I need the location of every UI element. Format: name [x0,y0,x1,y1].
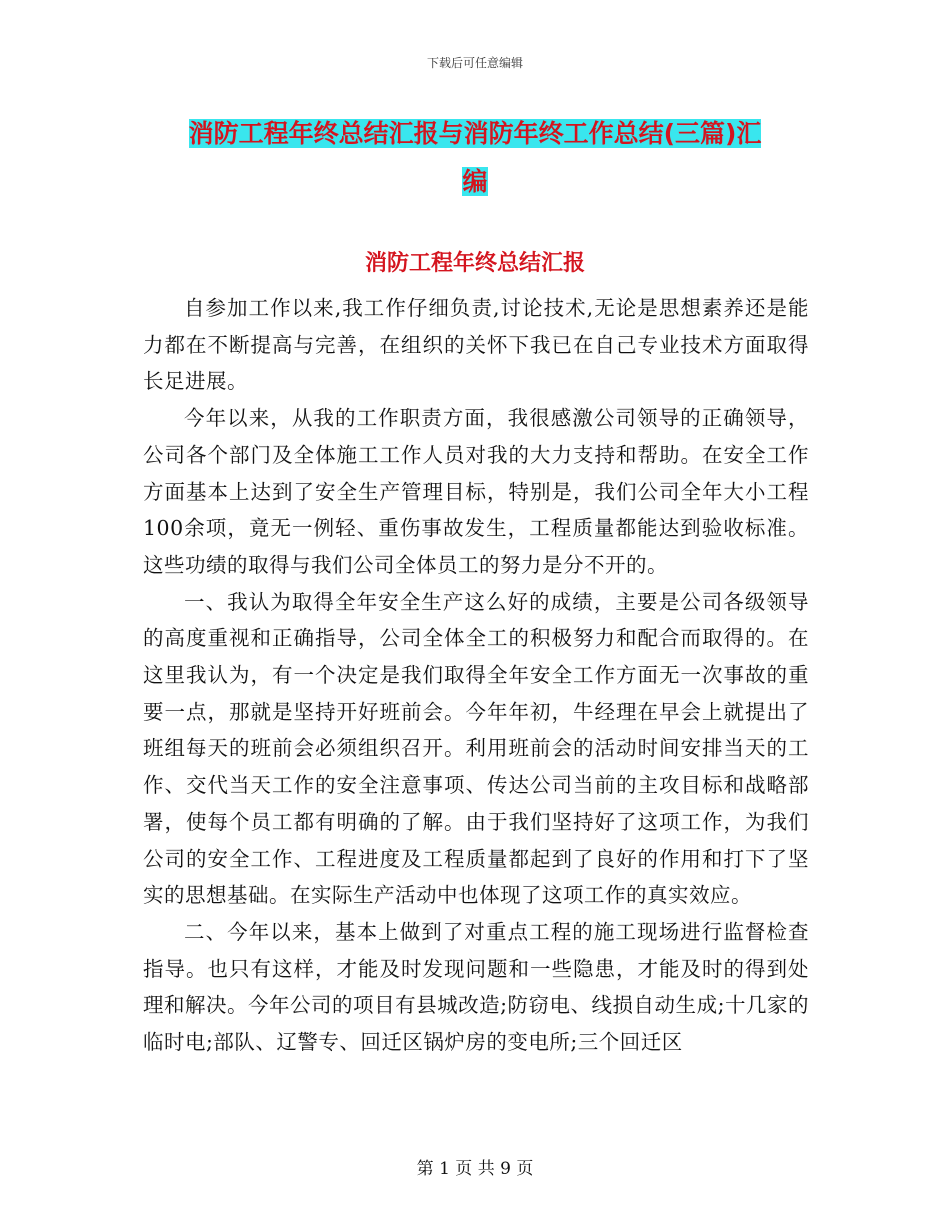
document-title-line-1: 消防工程年终总结汇报与消防年终工作总结(三篇)汇 [188,119,762,148]
paragraph: 自参加工作以来,我工作仔细负责,讨论技术,无论是思想素养还是能力都在不断提高与完善，在组织的关怀下我已在自己专业技术方面取得长足进展。 [143,296,809,394]
document-title [150,110,800,206]
paragraph: 一、我认为取得全年安全生产这么好的成绩，主要是公司各级领导的高度重视和正确指导，公司全体全工的积极努力和配合而取得的。在这里我认为，有一个决定是我们取得全年安全工作方面无一次事故的重要一点，那就是坚持开好班前会。今年年初，牛经理在早会上就提出了班组每天的班前会必须组织召开。利用班前会的活动时间安排当天的工作、交代当天工作的安全注意事项、传达公司当前的主攻目标和战略部署，使每个员工都有明确的了解。由于我们坚持好了这项工作，为我们公司的安全工作、工程进度及工程质量都起到了良好的作用和打下了坚实的思想基础。在实际生产活动中也体现了这项工作的真实效应。 [143,589,809,908]
header-note: 下载后可任意编辑 [426,56,523,70]
section-title: 消防工程年终总结汇报 [364,251,585,276]
body-text [143,290,809,1061]
paragraph: 今年以来，从我的工作职责方面，我很感激公司领导的正确领导，公司各个部门及全体施工工作人员对我的大力支持和帮助。在安全工作方面基本上达到了安全生产管理目标，特别是，我们公司全年大小工程100余项，竟无一例轻、重伤事故发生，工程质量都能达到验收标准。这些功绩的取得与我们公司全体员工的努力是分不开的。 [143,406,809,577]
page-footer: 第 1 页 共 9 页 [416,1159,534,1179]
paragraph: 二、今年以来，基本上做到了对重点工程的施工现场进行监督检查指导。也只有这样，才能及时发现问题和一些隐患，才能及时的得到处理和解决。今年公司的项目有县城改造;防窃电、线损自动生成;十几家的临时电;部队、辽警专、回迁区锅炉房的变电所;三个回迁区 [143,919,809,1055]
document-title-line-2: 编 [462,167,488,196]
